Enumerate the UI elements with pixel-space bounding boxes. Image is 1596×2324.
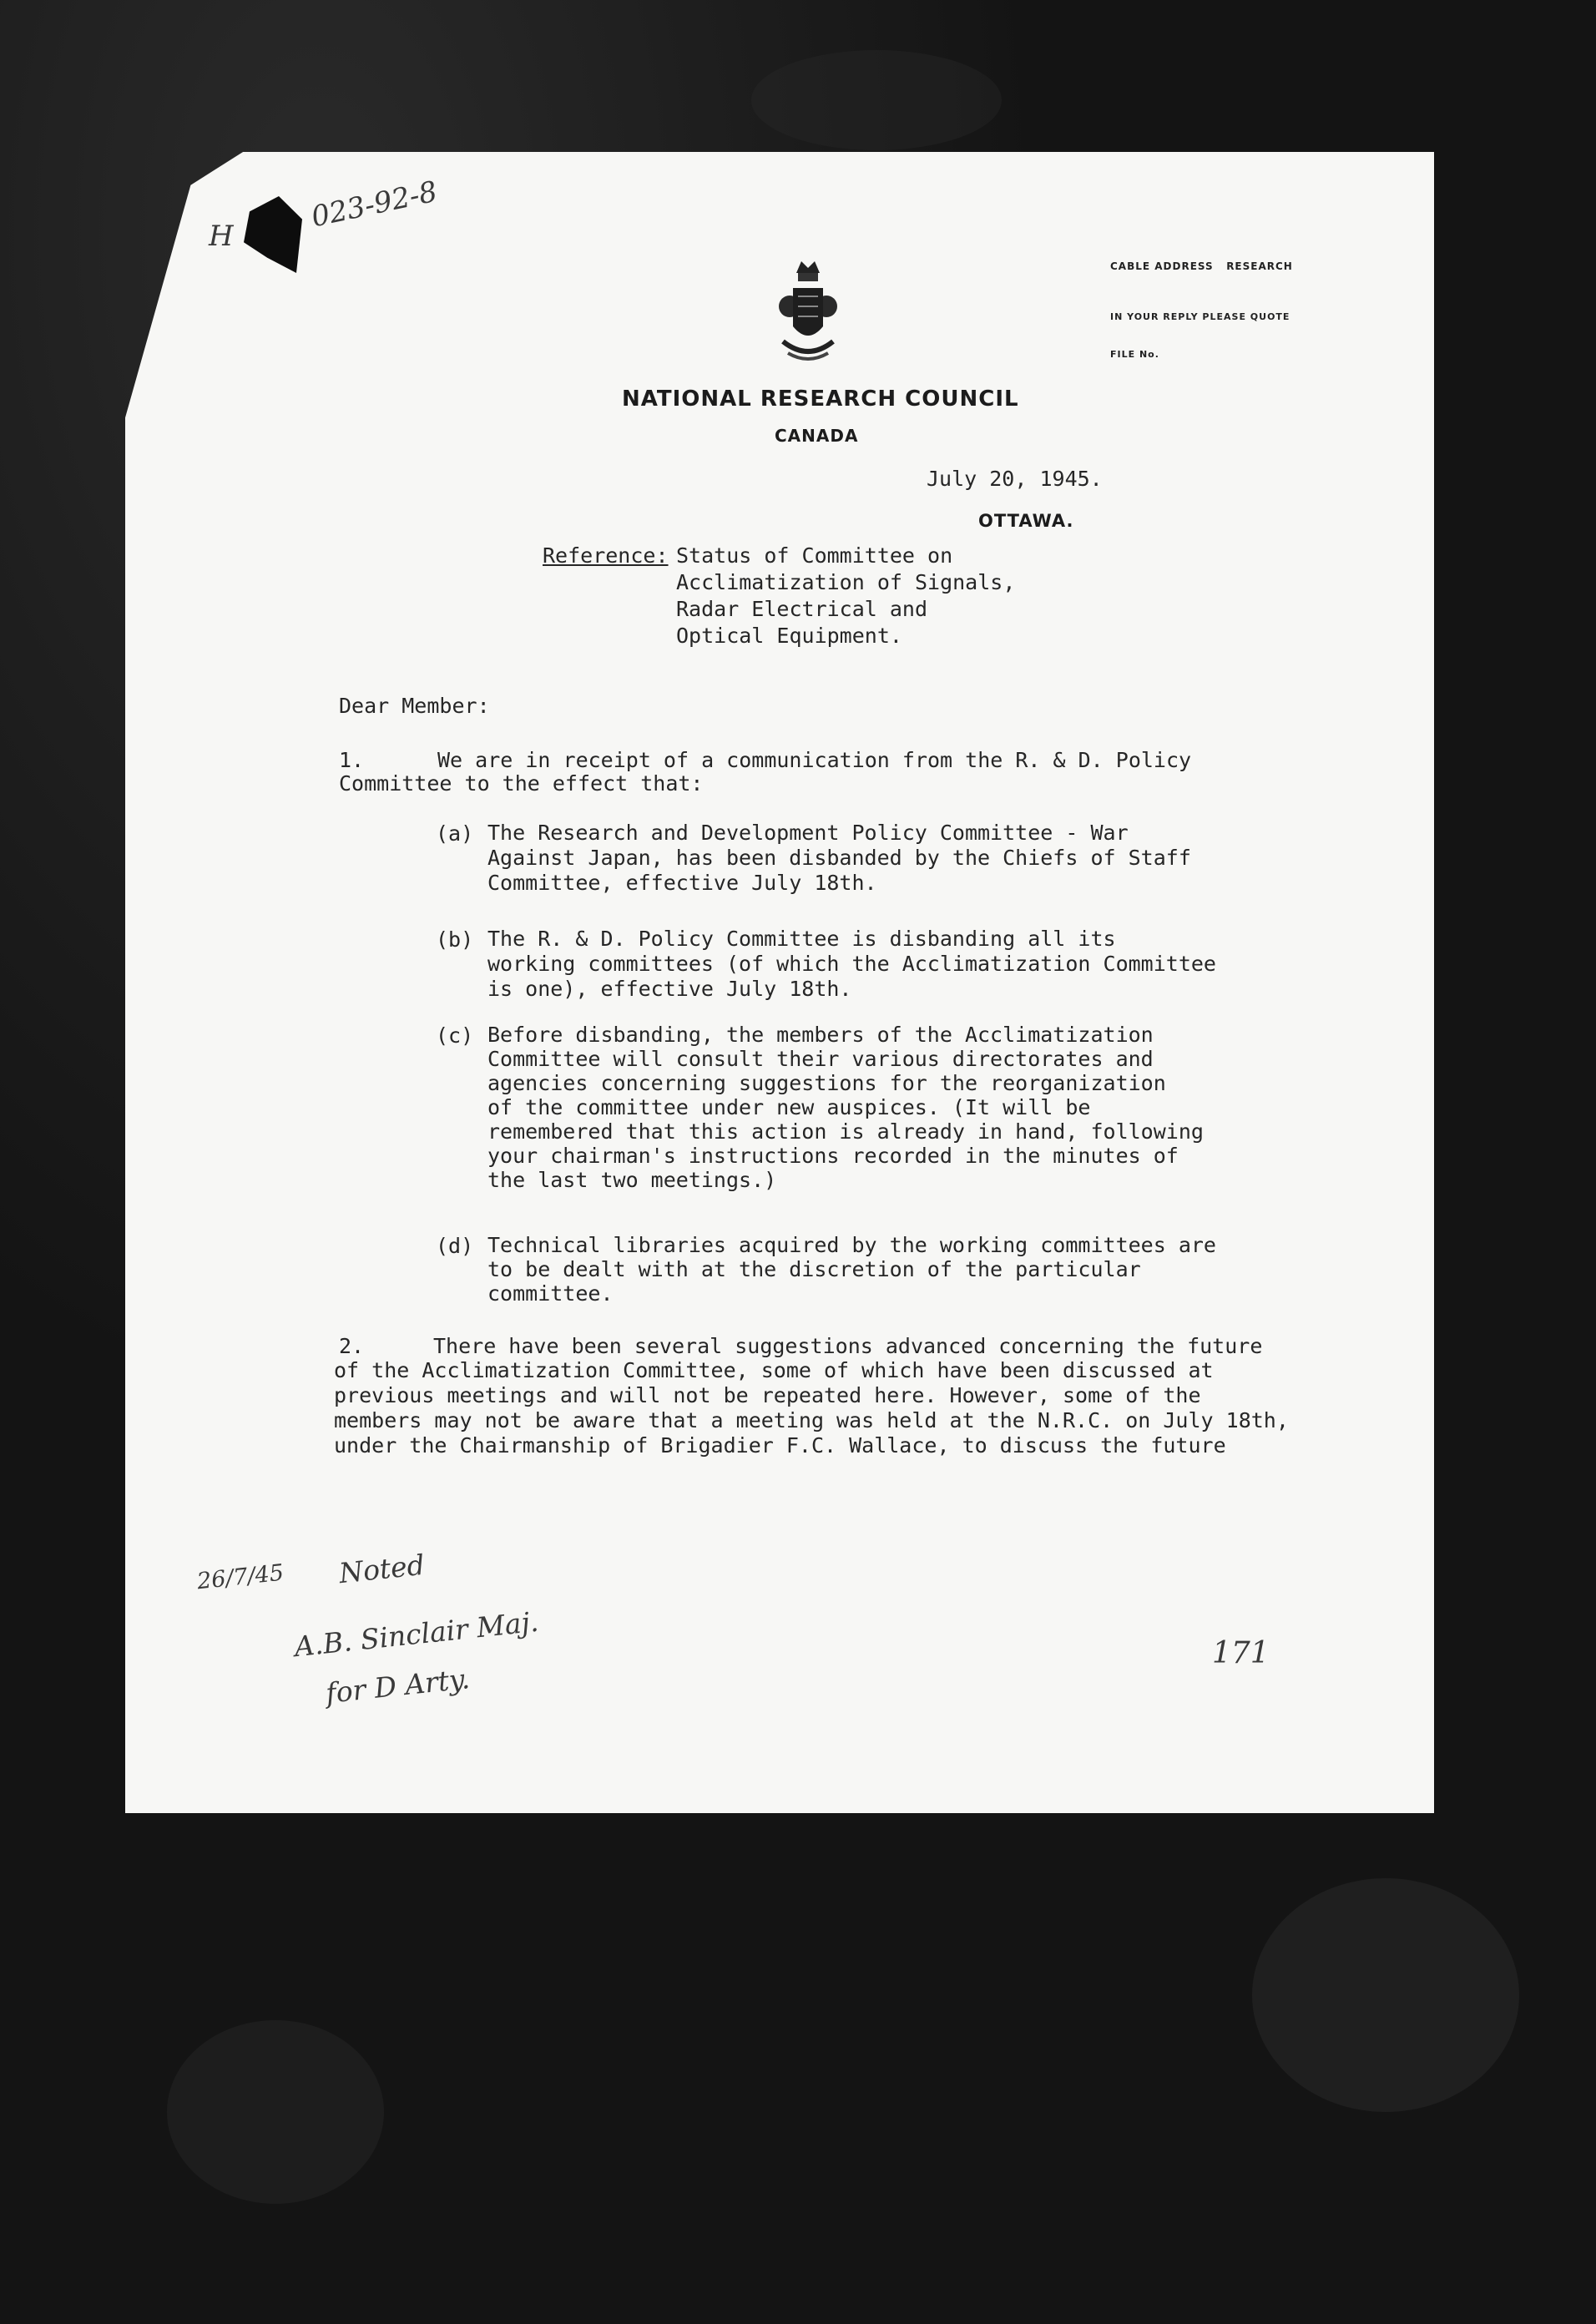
list-item	[487, 821, 1191, 896]
item-line: to be dealt with at the discretion of the particular	[487, 1257, 1141, 1281]
annotation-for: for D Arty.	[324, 1662, 472, 1710]
list-item	[487, 1023, 1204, 1192]
paragraph-line: members may not be aware that a meeting was held at the N.R.C. on July 18th,	[334, 1408, 1289, 1432]
folio-number: 171	[1212, 1636, 1270, 1670]
paragraph-number: 2.	[339, 1334, 365, 1358]
item-label: (b)	[436, 927, 474, 952]
item-line: Before disbanding, the members of the Acclimatization	[487, 1023, 1154, 1047]
item-line: committee.	[487, 1281, 614, 1306]
paragraph	[334, 1358, 1289, 1458]
item-label: (a)	[436, 821, 474, 846]
paragraph-line: Committee to the effect that:	[339, 771, 704, 796]
annotation-date: 26/7/45	[195, 1559, 285, 1595]
item-line: is one), effective July 18th.	[487, 977, 852, 1001]
archive-stamp	[209, 171, 459, 271]
paragraph-number: 1.	[339, 748, 365, 772]
item-line: Technical libraries acquired by the working committees are	[487, 1233, 1216, 1257]
item-label: (d)	[436, 1234, 474, 1258]
reference-line: Optical Equipment.	[676, 624, 902, 648]
organization-country: CANADA	[775, 426, 859, 446]
item-line: The R. & D. Policy Committee is disbanding all its	[487, 927, 1116, 951]
redaction-blot	[244, 196, 302, 273]
item-line: of the committee under new auspices. (It will be	[487, 1095, 1091, 1119]
paragraph-line: We are in receipt of a communication from the R. & D. Policy	[437, 748, 1192, 772]
coat-of-arms-icon	[776, 255, 840, 371]
film-blemish	[751, 50, 1002, 150]
film-blemish	[167, 2020, 384, 2204]
item-line: Committee, effective July 18th.	[487, 871, 877, 895]
item-line: the last two meetings.)	[487, 1168, 777, 1192]
reference-line: Acclimatization of Signals,	[676, 570, 1016, 594]
reference-line: Status of Committee on	[676, 543, 953, 568]
film-blemish	[1252, 1878, 1519, 2112]
reference-line: Radar Electrical and	[676, 597, 928, 621]
handwritten-annotation	[192, 1548, 609, 1720]
paragraph-line: under the Chairmanship of Brigadier F.C. Wallace, to discuss the future	[334, 1433, 1226, 1458]
paragraph-line: previous meetings and will not be repeated here. However, some of the	[334, 1383, 1201, 1407]
salutation: Dear Member:	[339, 694, 490, 718]
signature: A.B. Sinclair Maj.	[292, 1604, 540, 1664]
annotation-noted: Noted	[337, 1548, 427, 1590]
item-line: your chairman's instructions recorded in the minutes of	[487, 1144, 1179, 1168]
reply-quote-note: IN YOUR REPLY PLEASE QUOTE	[1110, 311, 1290, 322]
letter-city: OTTAWA.	[978, 511, 1074, 531]
item-line: Against Japan, has been disbanded by the Chiefs of Staff	[487, 846, 1191, 870]
reference-subject	[676, 543, 1015, 649]
item-line: remembered that this action is already in hand, following	[487, 1119, 1204, 1144]
cable-address: CABLE ADDRESS RESEARCH	[1110, 260, 1293, 272]
item-label: (c)	[436, 1023, 474, 1048]
organization-name: NATIONAL RESEARCH COUNCIL	[622, 386, 1019, 412]
file-number-label: FILE No.	[1110, 349, 1159, 360]
paragraph-line: There have been several suggestions advanced concerning the future	[433, 1334, 1263, 1358]
item-line: agencies concerning suggestions for the reorganization	[487, 1071, 1166, 1095]
stamp-prefix: H	[209, 220, 234, 253]
letter-date: July 20, 1945.	[927, 467, 1103, 491]
reference-label: Reference:	[543, 543, 669, 568]
list-item	[487, 1233, 1216, 1306]
item-line: working committees (of which the Acclimatization Committee	[487, 952, 1216, 976]
stamp-number: 023-92-8	[308, 174, 441, 235]
list-item	[487, 927, 1216, 1002]
paragraph-line: of the Acclimatization Committee, some of which have been discussed at	[334, 1358, 1214, 1382]
item-line: The Research and Development Policy Committee - War	[487, 821, 1129, 845]
item-line: Committee will consult their various directorates and	[487, 1047, 1154, 1071]
